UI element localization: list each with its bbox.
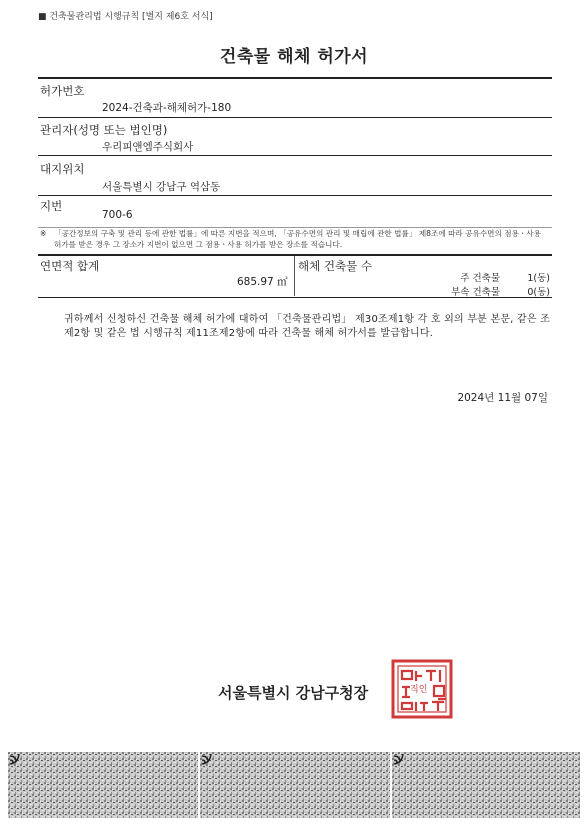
- permit-no-value: 2024-건축과-해체허가-180: [102, 102, 232, 114]
- lot-value: 700-6: [102, 209, 133, 221]
- manager-label: 관리자(성명 또는 법인명): [40, 123, 168, 137]
- main-building-value: 1(동): [527, 273, 550, 284]
- security-pattern-left: [8, 752, 198, 818]
- note-mark: ※: [40, 229, 47, 238]
- security-pattern-right: [392, 752, 580, 818]
- site-value: 서울특별시 강남구 역삼동: [102, 181, 221, 193]
- building-count-label: 해체 건축물 수: [298, 259, 372, 273]
- rule-site: [38, 195, 552, 196]
- lot-note: [40, 228, 550, 250]
- annex-building-label: 부속 건축물: [451, 287, 500, 298]
- manager-value: 우리피앤엠주식회사: [102, 141, 194, 153]
- rule-manager: [38, 155, 552, 156]
- rule-permit-no: [38, 117, 552, 118]
- document-title: 건축물 해체 허가서: [219, 47, 369, 67]
- total-area-label: 연면적 합계: [40, 259, 100, 273]
- security-pattern-center: [200, 752, 390, 818]
- annex-building-value: 0(동): [527, 287, 550, 298]
- lot-label: 지번: [40, 199, 63, 213]
- note-text: 「공간정보의 구축 및 관리 등에 관한 법률」에 따른 지번을 적으며, 「공유수면의 관리 및 매립에 관한 법률」 제8조에 따라 공유수면의 점용ㆍ사용 허가를 받은 경우 그 장소가 지번이 없으면 그 점용ㆍ사용 허가를 받은 장소를 적습니다.: [54, 229, 541, 249]
- rule-note: [38, 254, 552, 256]
- permit-no-label: 허가번호: [40, 84, 85, 98]
- top-rule: [38, 77, 552, 79]
- site-label: 대지위치: [40, 162, 85, 176]
- total-area-value: 685.97 ㎡: [237, 276, 288, 288]
- permit-statement: 귀하께서 신청하신 건축물 해체 허가에 대하여 「건축물관리법」 제30조제1항 각 호 외의 부분 본문, 같은 조 제2항 및 같은 법 시행규칙 제11조제2항에 따라 건축물 해체 허가서를 발급합니다.: [64, 314, 550, 339]
- main-building-label: 주 건축물: [460, 273, 500, 284]
- issue-date: 2024년 11월 07일: [457, 392, 548, 404]
- seal-label: 직인: [410, 685, 428, 695]
- form-number: ■ 건축물관리법 시행규칙 [별지 제6호 서식]: [38, 12, 213, 22]
- issuer-name: 서울특별시 강남구청장: [218, 684, 369, 702]
- area-divider: [294, 256, 295, 296]
